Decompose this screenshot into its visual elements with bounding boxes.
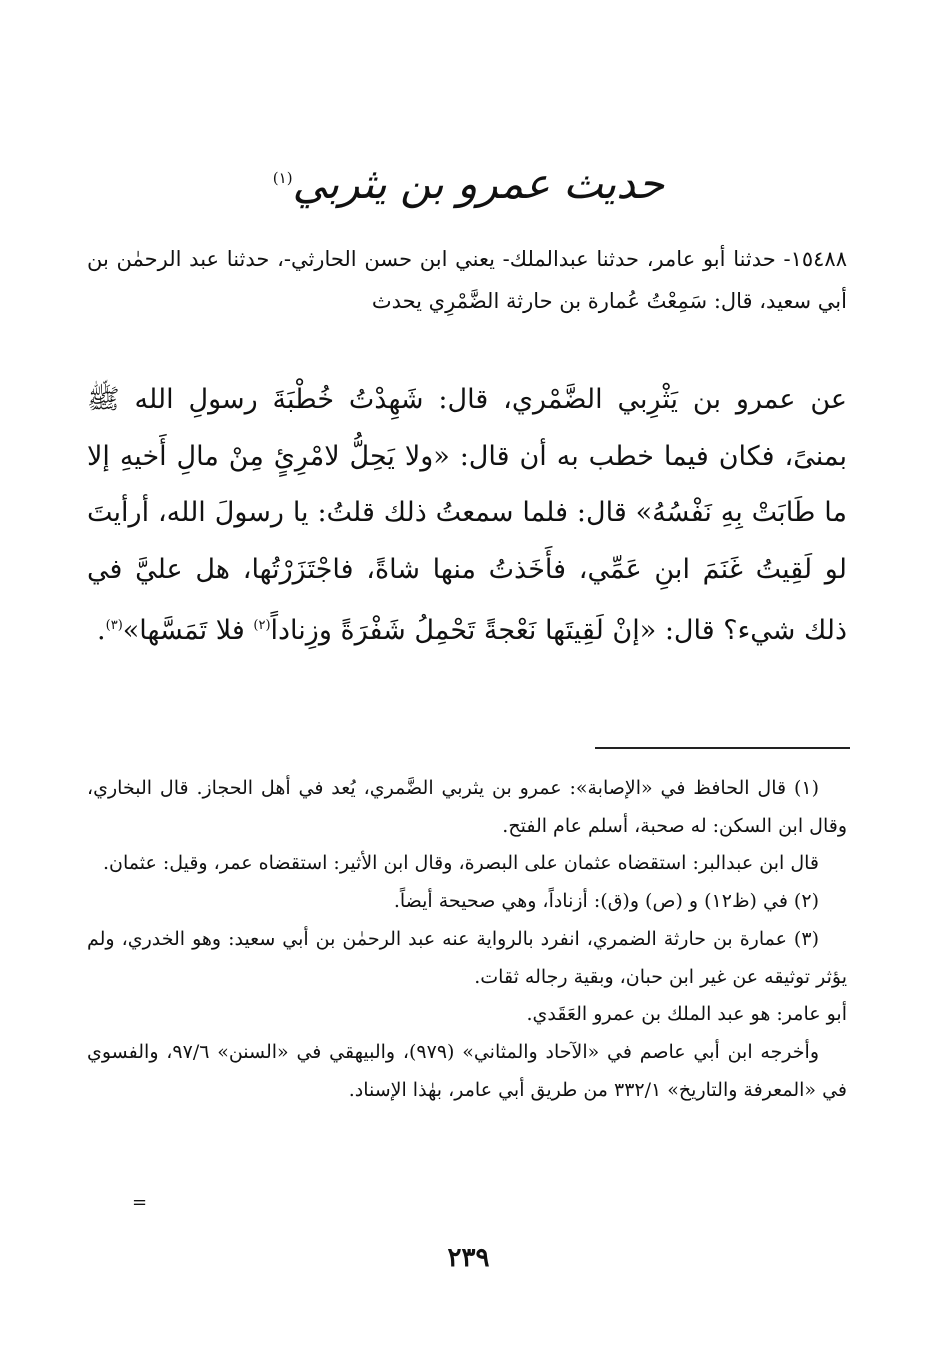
matn-text-end: فلا تَمَسَّها» [122,615,254,646]
title-footnote-ref: (١) [272,169,293,187]
hadith-isnad [87,238,847,322]
chapter-title [0,148,937,214]
matn-paragraph [87,372,847,660]
matn-final-stop: . [97,615,106,646]
page-number: ٢٣٩ [447,1243,490,1273]
footnote-3-takhrij: وأخرجه ابن أبي عاصم في «الآحاد والمثاني» (٩٧٩)، والبيهقي في «السنن» ٩٧/٦، والفسوي في «المعرفة والتاريخ» ٣٣٢/١ من طريق أبي عامر، بهٰذا الإسناد. [87,1040,847,1101]
matn-footnote-ref-2: (٢) [253,618,271,633]
footnote-3-narrator: أبو عامر: هو عبد الملك بن عمرو العَقَدي. [526,1003,847,1026]
footnotes [87,770,847,1109]
footnote-1-continued: قال ابن عبدالبر: استقضاه عثمان على البصرة، وقال ابن الأثير: استقضاه عمر، وقيل: عثمان. [102,852,819,875]
footnote-3: (٣) عمارة بن حارثة الضمري، انفرد بالرواية عنه عبد الرحمٰن بن أبي سعيد: وهو الخدري، ولم يؤثر توثيقه عن غير ابن حبان، وبقية رجاله ثقات. [87,927,847,988]
hadith-matn [87,372,847,660]
footnote-2: (٢) في (ظ١٢) و (ص) و(ق): أزناداً، وهي صحيحة أيضاً. [393,890,819,913]
footnote-separator [595,747,850,749]
continuation-mark: = [132,1192,148,1213]
footnote-1: (١) قال الحافظ في «الإصابة»: عمرو بن يثربي الضَّمري، يُعد في أهل الحجاز. قال البخاري، وقال ابن السكن: له صحبة، أسلم عام الفتح. [87,777,847,837]
matn-text: عن عمرو بن يَثْرِبي الضَّمْري، قال: شَهِدْتُ خُطْبَةَ رسولِ الله ﷺ بمنىً، فكان فيما خطب به أن قال: «ولا يَحِلُّ لامْرِئٍ مِنْ مالِ أَخيهِ إلا ما طَابَتْ بِهِ نَفْسُهُ» قال: فلما سمعتُ ذلك قلتُ: يا رسولَ الله، أرأيتَ لو لَقِيتُ غَنَمَ ابنِ عَمِّي، فأَخَذتُ منها شاةً، فاجْتَزَرْتُها، هل عليَّ في ذلك شيء؟ قال: «إنْ لَقِيتَها نَعْجةً تَحْمِلُ شَفْرَةً وزِناداً [87,384,847,646]
matn-footnote-ref-3: (٣) [105,618,123,633]
isnad-text: ١٥٤٨٨- حدثنا أبو عامر، حدثنا عبدالملك- يعني ابن حسن الحارثي-، حدثنا عبد الرحمٰن بن أبي سعيد، قال: سَمِعْتُ عُمارة بن حارثة الضَّمْرِي يحدث [87,247,847,313]
chapter-title-text: حديث عمرو بن يثربي [292,159,665,208]
